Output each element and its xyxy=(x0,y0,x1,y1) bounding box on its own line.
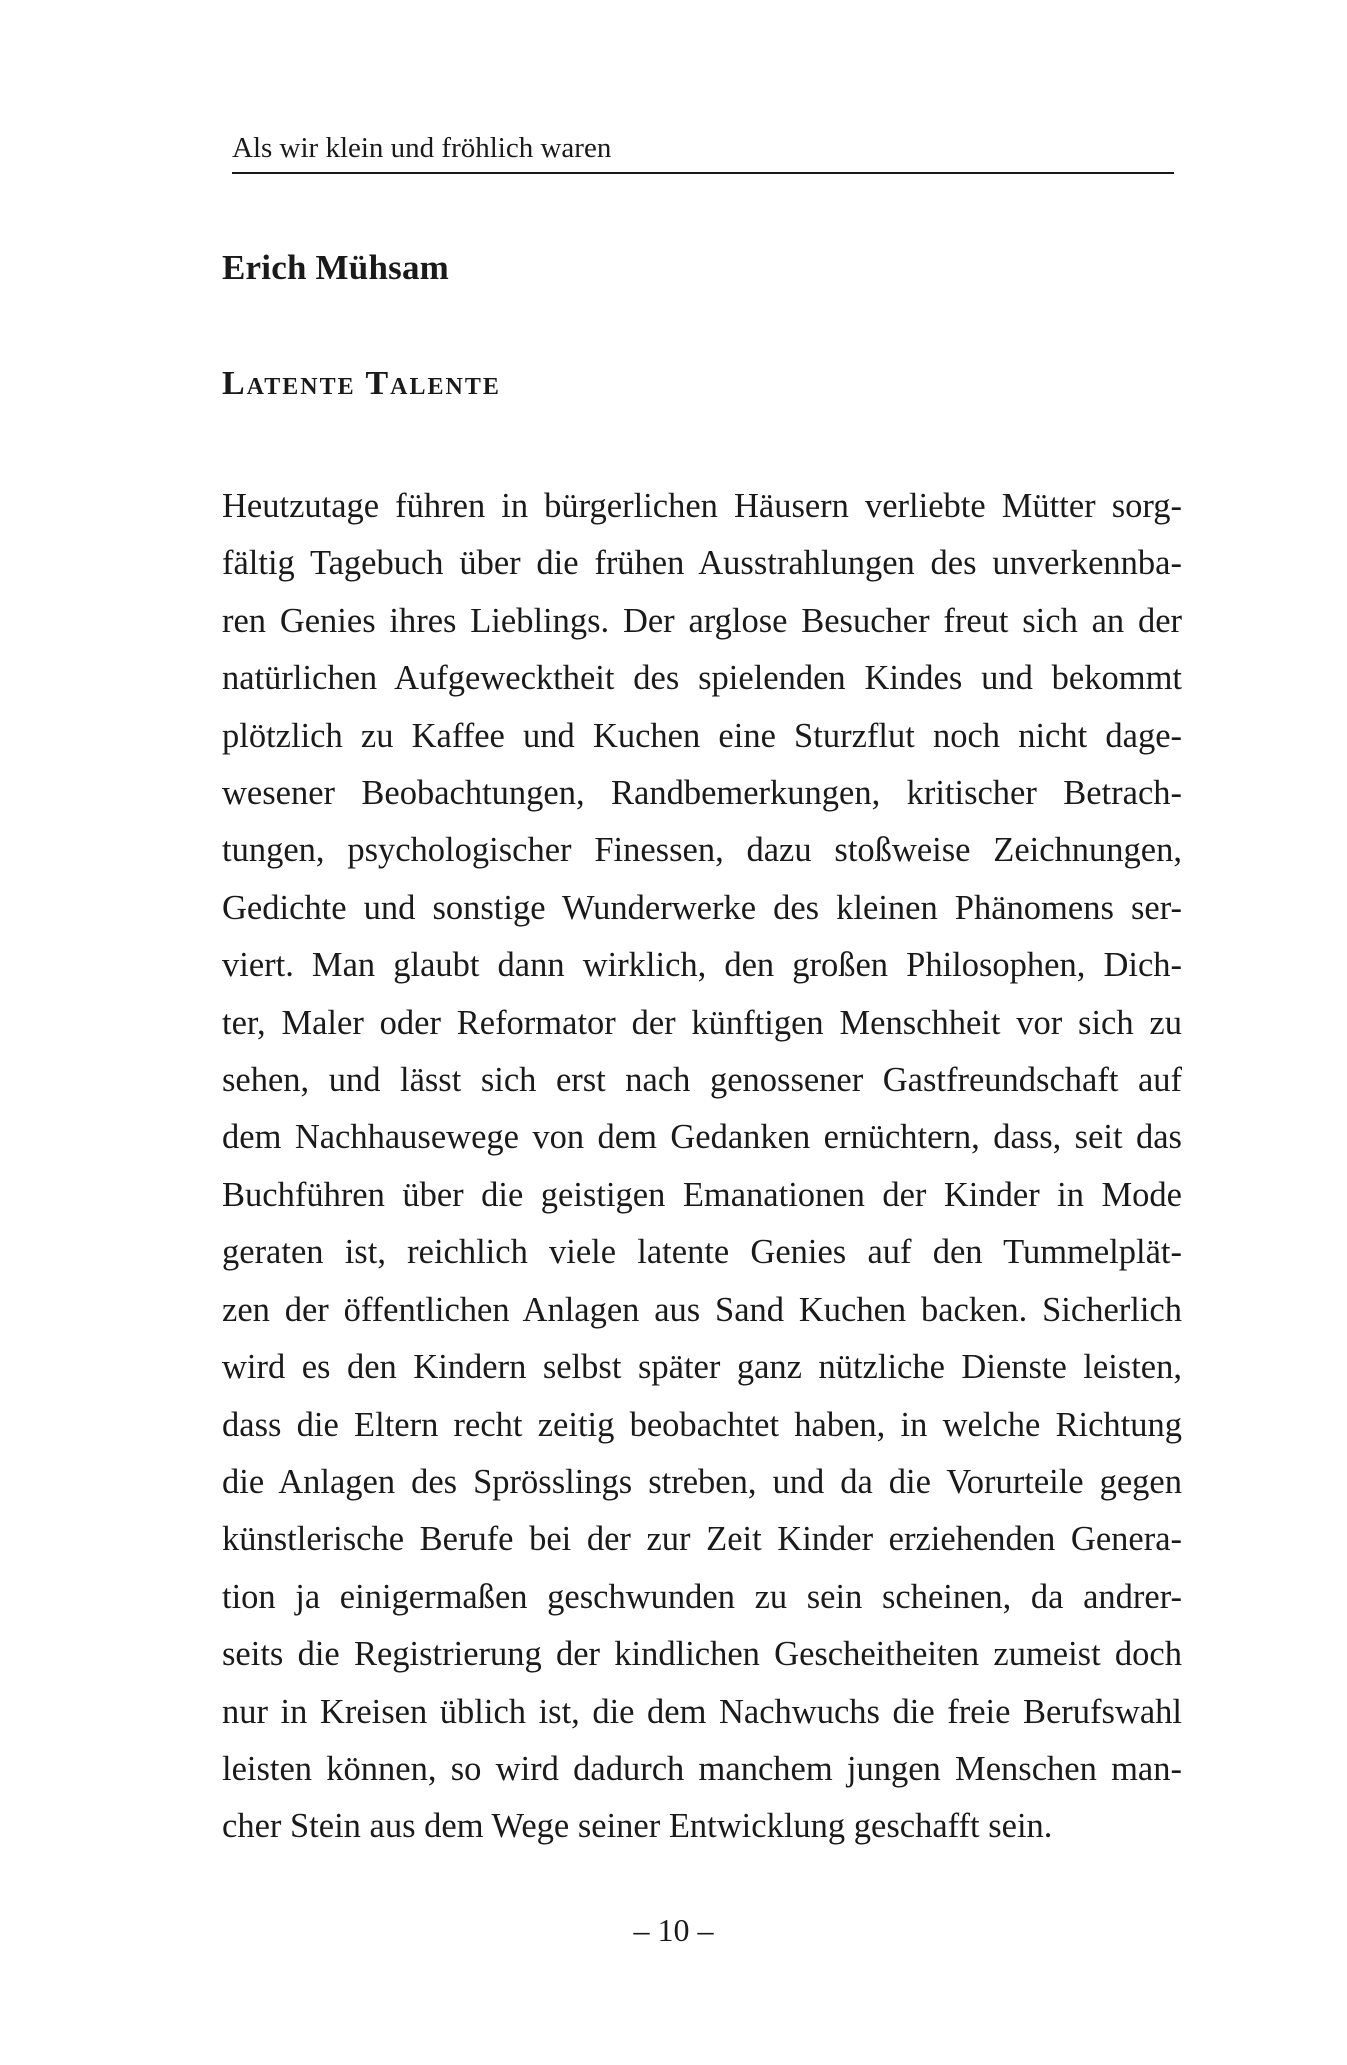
text-line: Gedichte und sonstige Wunderwerke des kleinen Phänomens ser- xyxy=(222,888,1182,927)
text-line: zen der öffentlichen Anlagen aus Sand Kuchen backen. Sicherlich xyxy=(222,1290,1182,1329)
running-header: Als wir klein und fröhlich waren xyxy=(232,132,612,164)
text-line: plötzlich zu Kaffee und Kuchen eine Sturzflut noch nicht dage- xyxy=(222,716,1182,755)
header-rule xyxy=(232,172,1174,174)
text-line: sehen, und lässt sich erst nach genossener Gastfreundschaft auf xyxy=(222,1061,1182,1100)
body-text xyxy=(222,478,1182,1856)
page-number: – 10 – xyxy=(633,1912,714,1948)
text-line: natürlichen Aufgewecktheit des spielenden Kindes und bekommt xyxy=(222,659,1182,698)
text-line: geraten ist, reichlich viele latente Genies auf den Tummelplät- xyxy=(222,1233,1182,1272)
text-line: tungen, psychologischer Finessen, dazu stoßweise Zeichnungen, xyxy=(222,831,1182,870)
text-line: nur in Kreisen üblich ist, die dem Nachwuchs die freie Berufswahl xyxy=(222,1692,1182,1731)
author-name: Erich Mühsam xyxy=(222,248,449,287)
text-line-last: cher Stein aus dem Wege seiner Entwicklung geschafft sein. xyxy=(222,1807,1053,1846)
text-line: wesener Beobachtungen, Randbemerkungen, kritischer Betrach- xyxy=(222,774,1182,813)
text-line: viert. Man glaubt dann wirklich, den großen Philosophen, Dich- xyxy=(222,946,1182,985)
text-line: fältig Tagebuch über die frühen Ausstrahlungen des unverkennba- xyxy=(222,544,1182,583)
text-line: leisten können, so wird dadurch manchem jungen Menschen man- xyxy=(222,1749,1182,1788)
text-line: tion ja einigermaßen geschwunden zu sein scheinen, da andrer- xyxy=(222,1577,1182,1616)
text-line: dem Nachhausewege von dem Gedanken ernüchtern, dass, seit das xyxy=(222,1118,1182,1157)
text-line: dass die Eltern recht zeitig beobachtet haben, in welche Richtung xyxy=(222,1405,1182,1444)
text-line: wird es den Kindern selbst später ganz nützliche Dienste leisten, xyxy=(222,1348,1182,1387)
text-line: Buchführen über die geistigen Emanationen der Kinder in Mode xyxy=(222,1175,1182,1214)
text-line: die Anlagen des Sprösslings streben, und da die Vorurteile gegen xyxy=(222,1462,1182,1501)
text-line: ter, Maler oder Reformator der künftigen Menschheit vor sich zu xyxy=(222,1003,1182,1042)
text-line: künstlerische Berufe bei der zur Zeit Kinder erziehenden Genera- xyxy=(222,1520,1182,1559)
text-line: Heutzutage führen in bürgerlichen Häusern verliebte Mütter sorg- xyxy=(222,487,1182,525)
text-line: ren Genies ihres Lieblings. Der arglose Besucher freut sich an der xyxy=(222,601,1182,640)
article-title: Latente Talente xyxy=(222,365,501,402)
text-line: seits die Registrierung der kindlichen Gescheitheiten zumeist doch xyxy=(222,1635,1182,1674)
